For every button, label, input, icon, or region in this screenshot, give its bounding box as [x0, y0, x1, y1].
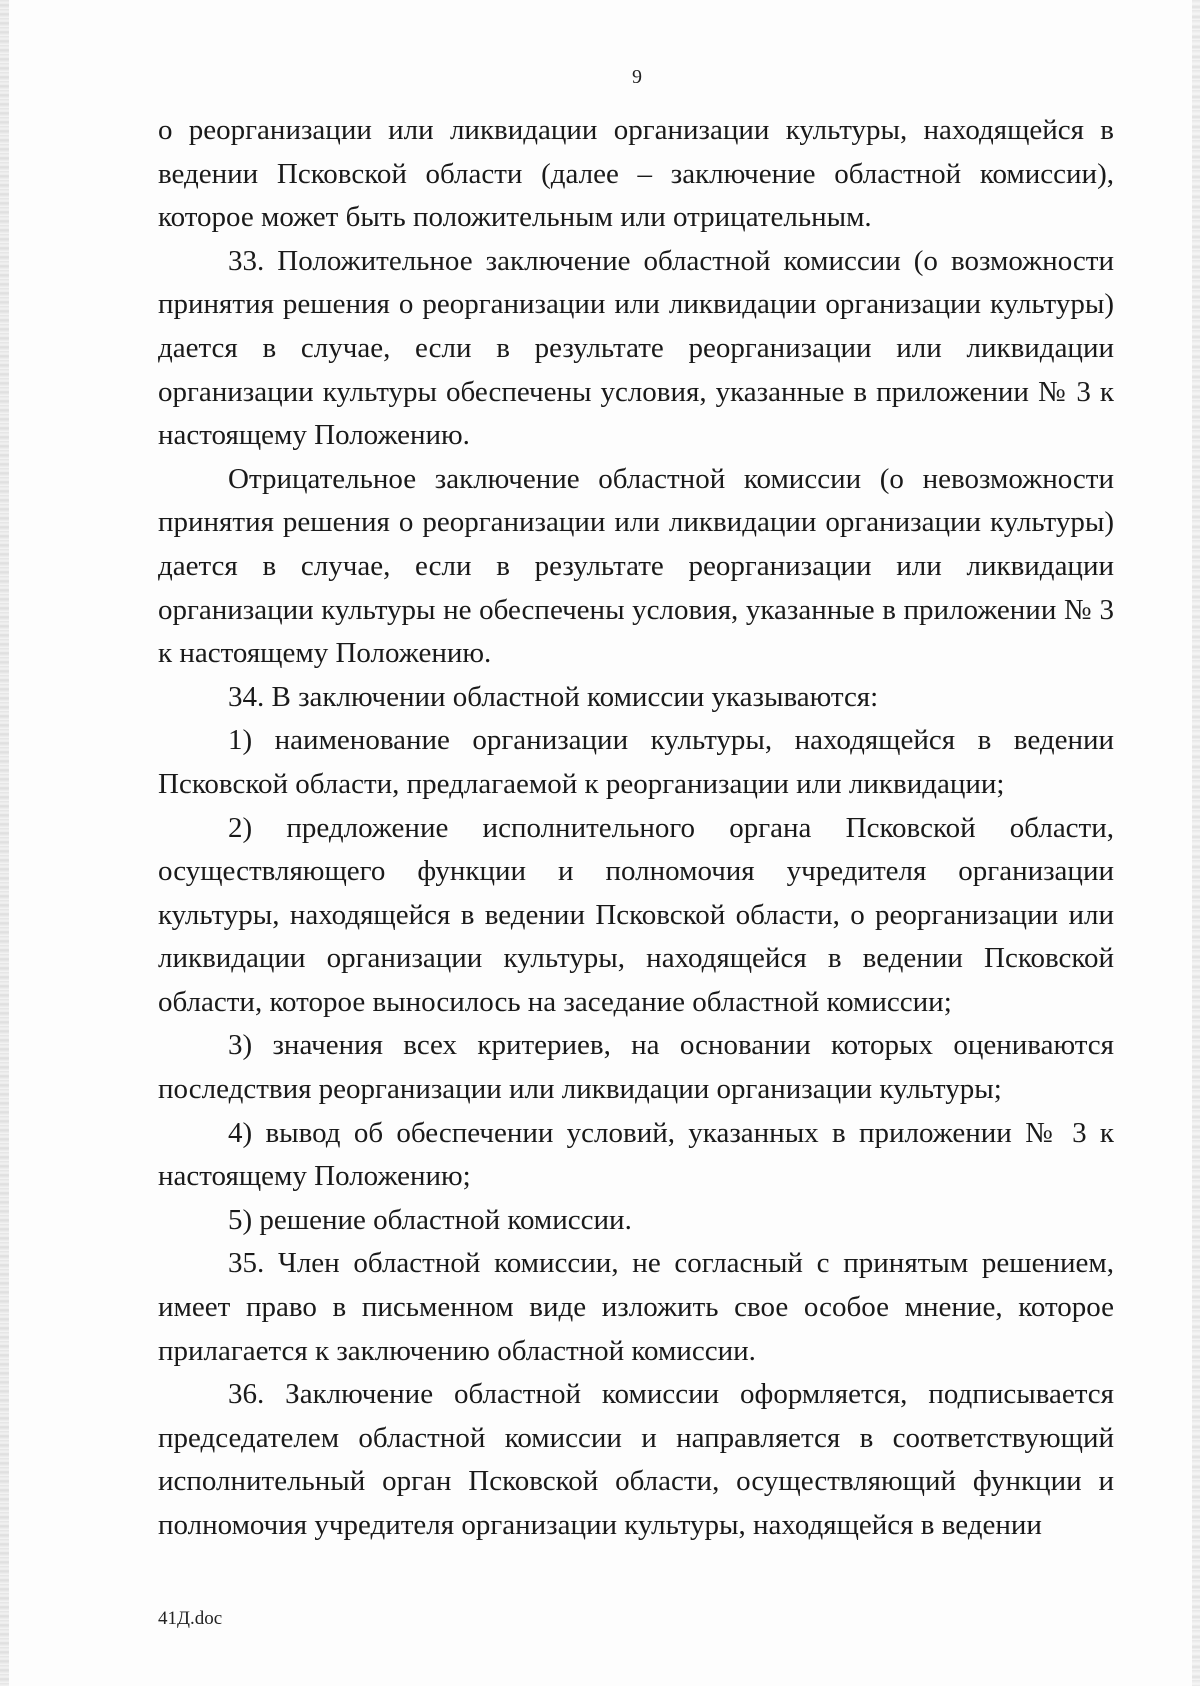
paragraph: 34. В заключении областной комиссии указываются:	[228, 680, 879, 713]
paragraph: о реорганизации или ликвидации организации культуры, находящейся в ведении Псковской области (далее – заключение областной комиссии), которое может быть положительным или отрицательным.	[158, 114, 1114, 234]
list-item: 2) предложение исполнительного органа Псковской области, осуществляющего функции и полномочия учредителя организации культуры, находящейся в ведении Псковской области, о реорганизации или ликвидации организации культуры, находящейся в ведении Псковской области, которое выносилось на заседание областной комиссии;	[158, 811, 1114, 1018]
list-item: 3) значения всех критериев, на основании которых оцениваются последствия реорганизации или ликвидации организации культуры;	[158, 1029, 1114, 1106]
scan-edge-right	[1192, 0, 1200, 1686]
page-number: 9	[632, 66, 642, 88]
paragraph: 35. Член областной комиссии, не согласный с принятым решением, имеет право в письменном виде изложить свое особое мнение, которое прилагается к заключению областной комиссии.	[158, 1247, 1114, 1367]
list-item: 4) вывод об обеспечении условий, указанных в приложении № 3 к настоящему Положению;	[158, 1116, 1114, 1193]
list-item: 1) наименование организации культуры, находящейся в ведении Псковской области, предлагаемой к реорганизации или ликвидации;	[158, 724, 1114, 800]
paragraph: 36. Заключение областной комиссии оформляется, подписывается председателем областной комиссии и направляется в соответствующий исполнительный орган Псковской области, осуществляющий функции и полномочия учредителя организации культуры, находящейся в ведении	[158, 1378, 1114, 1541]
paragraph: 33. Положительное заключение областной комиссии (о возможности принятия решения о реорганизации или ликвидации организации культуры) дается в случае, если в результате реорганизации или ликвидации организации культуры обеспечены условия, указанные в приложении № 3 к настоящему Положению.	[158, 244, 1114, 452]
scan-edge-left	[0, 0, 9, 1686]
list-item: 5) решение областной комиссии.	[228, 1203, 632, 1236]
footer-filename: 41Д.doc	[158, 1608, 223, 1629]
document-body	[158, 109, 1114, 1548]
paragraph: Отрицательное заключение областной комиссии (о невозможности принятия решения о реорганизации или ликвидации организации культуры) дается в случае, если в результате реорганизации или ликвидации организации культуры не обеспечены условия, указанные в приложении № 3 к настоящему Положению.	[158, 462, 1114, 670]
